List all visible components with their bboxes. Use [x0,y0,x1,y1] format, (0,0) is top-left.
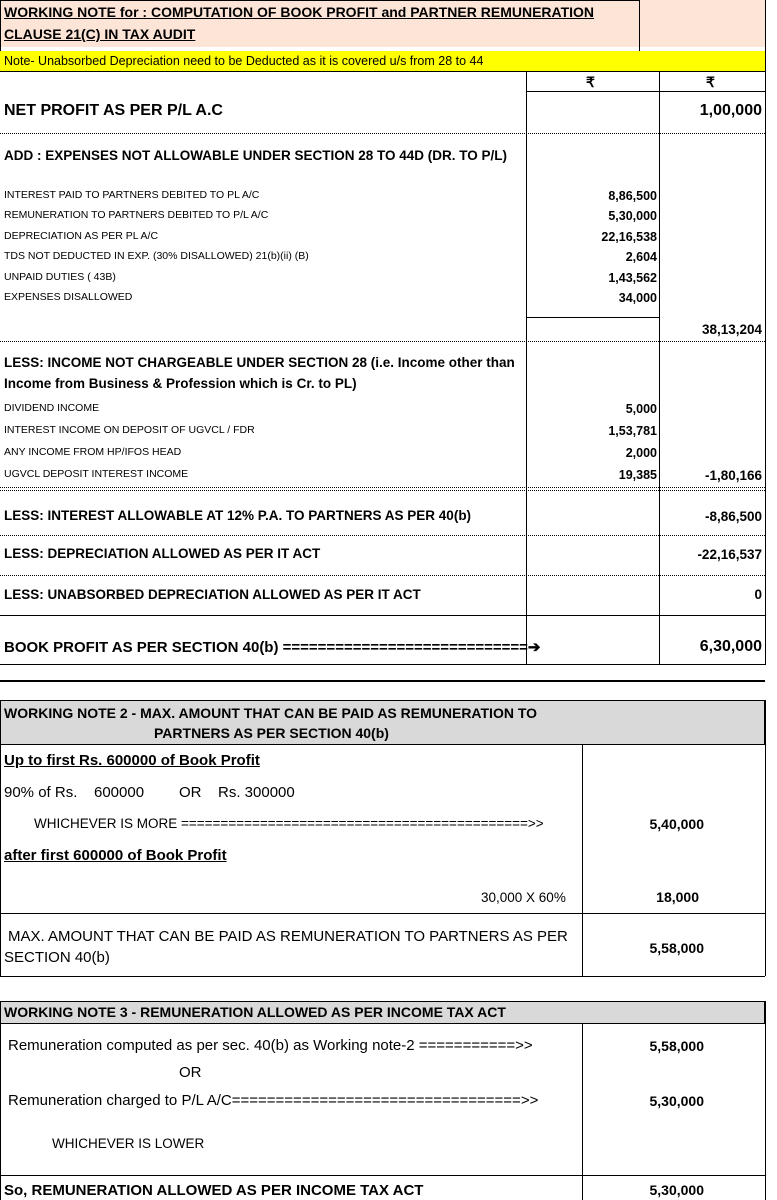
book-profit-value: 6,30,000 [699,638,762,655]
rs-300000: Rs. 300000 [218,784,295,801]
less-depreciation-value: -22,16,537 [697,547,762,562]
currency-symbol-2: ₹ [706,74,715,90]
after-slab-label: after first 600000 of Book Profit [4,847,227,864]
less-item-label: DIVIDEND INCOME [4,402,100,414]
divider [582,1023,583,1200]
first-slab-label: Up to first Rs. 600000 of Book Profit [4,752,260,769]
less-item-label: INTEREST INCOME ON DEPOSIT OF UGVCL / FDR [4,424,255,436]
divider [0,664,765,665]
divider [0,976,765,977]
max-remuneration-label-line2: SECTION 40(b) [4,949,110,966]
add-item-label: REMUNERATION TO PARTNERS DEBITED TO P/L A/C [4,209,269,221]
first-slab-value: 5,40,000 [649,816,704,832]
wn1-title-line1: WORKING NOTE for : COMPUTATION OF BOOK PROFIT and PARTNER REMUNERATION [4,4,595,20]
ninety-percent-label: 90% of Rs. [4,784,78,801]
max-remuneration-label-line1: MAX. AMOUNT THAT CAN BE PAID AS REMUNERATION TO PARTNERS AS PER [8,928,568,945]
add-item-value: 22,16,538 [601,230,657,244]
wn3-title: WORKING NOTE 3 - REMUNERATION ALLOWED AS PER INCOME TAX ACT [4,1004,506,1020]
less-item-label: ANY INCOME FROM HP/IFOS HEAD [4,446,182,458]
less-income-total-value: -1,80,166 [704,468,762,483]
less-item-value: 1,53,781 [608,424,657,438]
whichever-more-label: WHICHEVER IS MORE ============================================>> [34,816,544,831]
or-text: OR [179,1064,202,1081]
divider [0,133,765,134]
wn2-title-line1: WORKING NOTE 2 - MAX. AMOUNT THAT CAN BE PAID AS REMUNERATION TO [4,705,538,721]
remuneration-charged-value: 5,30,000 [649,1093,704,1109]
divider [0,1175,765,1176]
divider [0,0,639,1]
divider [526,91,765,92]
less-income-heading-line2: Income from Business & Profession which is Cr. to PL) [4,376,357,391]
net-profit-value: 1,00,000 [699,102,762,119]
add-item-label: DEPRECIATION AS PER PL A/C [4,230,159,242]
divider [526,317,659,318]
add-item-label: INTEREST PAID TO PARTNERS DEBITED TO PL A/C [4,189,260,201]
remuneration-computed-label: Remuneration computed as per sec. 40(b) as Working note-2 ===========>> [8,1037,533,1054]
divider [0,1023,765,1024]
divider [639,0,640,51]
divider [765,700,766,976]
divider [0,680,765,682]
add-item-value: 5,30,000 [608,209,657,223]
less-income-heading-line1: LESS: INCOME NOT CHARGEABLE UNDER SECTION 28 (i.e. Income other than [4,355,515,370]
currency-symbol-1: ₹ [586,74,595,90]
add-item-value: 1,43,562 [608,271,657,285]
remuneration-computed-value: 5,58,000 [649,1038,704,1054]
less-item-label: UGVCL DEPOSIT INTEREST INCOME [4,468,189,480]
or-text: OR [179,784,202,801]
less-interest-label: LESS: INTEREST ALLOWABLE AT 12% P.A. TO PARTNERS AS PER 40(b) [4,508,472,523]
remuneration-charged-label: Remuneration charged to P/L A/C=================================>> [8,1092,539,1109]
divider [0,0,1,51]
less-item-value: 19,385 [618,468,657,482]
divider [765,0,766,665]
divider [0,615,765,616]
divider [0,490,765,491]
less-unabsorbed-label: LESS: UNABSORBED DEPRECIATION ALLOWED AS PER IT ACT [4,587,421,602]
max-remuneration-value: 5,58,000 [649,940,704,956]
book-profit-label: BOOK PROFIT AS PER SECTION 40(b) ============================➔ [4,639,541,656]
less-depreciation-label: LESS: DEPRECIATION ALLOWED AS PER IT ACT [4,546,321,561]
divider [0,744,765,745]
divider [0,487,765,488]
add-item-label: UNPAID DUTIES ( 43B) [4,271,116,283]
add-heading: ADD : EXPENSES NOT ALLOWABLE UNDER SECTION 28 TO 44D (DR. TO P/L) [4,148,508,163]
add-item-value: 34,000 [618,291,657,305]
add-item-value: 2,604 [625,250,657,264]
add-item-label: TDS NOT DEDUCTED IN EXP. (30% DISALLOWED) 21(b)(ii) (B) [4,250,309,262]
remuneration-allowed-value: 5,30,000 [649,1182,704,1198]
divider [0,71,765,72]
divider [0,1001,1,1200]
wn1-note: Note- Unabsorbed Depreciation need to be Deducted as it is covered u/s from 28 to 44 [4,54,484,68]
less-unabsorbed-value: 0 [754,587,762,602]
less-item-value: 5,000 [625,402,657,416]
less-interest-value: -8,86,500 [704,509,762,524]
wn1-title-line2: CLAUSE 21(C) IN TAX AUDIT [4,26,196,42]
divider [0,535,765,536]
divider [0,700,1,976]
after-slab-calc: 30,000 X 60% [481,890,566,905]
whichever-lower-label: WHICHEVER IS LOWER [52,1136,205,1151]
divider [582,744,583,976]
divider [765,1001,766,1200]
add-item-value: 8,86,500 [608,189,657,203]
less-item-value: 2,000 [625,446,657,460]
add-item-label: EXPENSES DISALLOWED [4,291,133,303]
remuneration-allowed-label: So, REMUNERATION ALLOWED AS PER INCOME TAX ACT [4,1182,424,1199]
add-total-value: 38,13,204 [701,322,762,337]
wn2-title-line2: PARTNERS AS PER SECTION 40(b) [154,725,389,741]
net-profit-label: NET PROFIT AS PER P/L A.C [4,102,223,119]
divider [0,341,765,342]
divider [0,575,765,576]
ninety-percent-amount: 600000 [94,784,145,801]
after-slab-value: 18,000 [656,889,699,905]
divider [0,913,765,914]
